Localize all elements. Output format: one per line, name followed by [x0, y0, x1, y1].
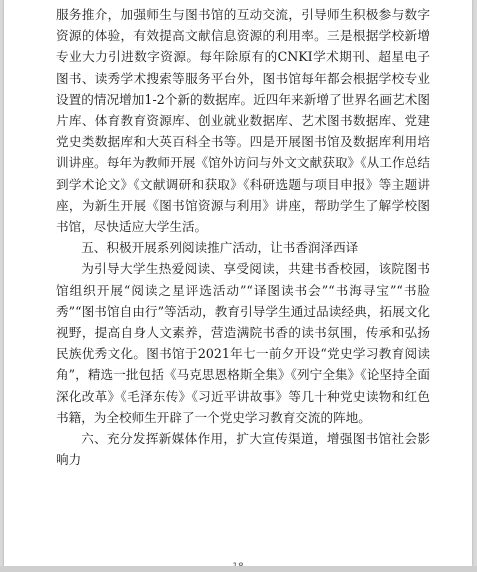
paragraph-services: 服务推介，加强师生与图书馆的互动交流，引导师生积极参与数字资源的体验，有效提高文献信息资源的利用率。三是根据学校新增专业大力引进数字资源。每年除原有的CNKI学术期刊、超星电子图书、读秀学术搜索等服务平台外，图书馆每年都会根据学校专业设置的情况增加1-2个新的数据库。近四年来新增了世界名画艺术图片库、体育教育资源库、创业就业数据库、艺术图书数据库、党建党史类数据库和大英百科全书等。四是开展图书馆及数据库利用培训讲座。每年为教师开展《馆外访问与外文文献获取》《从工作总结到学术论文》《文献调研和获取》《科研选题与项目申报》等主题讲座，为新生开展《图书馆资源与利用》讲座，帮助学生了解学校图书馆，尽快适应大学生活。 [56, 7, 430, 235]
viewer-background [0, 566, 477, 572]
page-content [56, 4, 430, 470]
paragraph-reading-activities: 为引导大学生热爱阅读、享受阅读，共建书香校园，该院图书馆组织开展“阅读之星评选活动”“译图读书会”“书海寻宝”“书脸秀”“图书馆自由行”等活动，教育引导学生通过品读经典，拓展文化视野，提高自身人文素养，营造满院书香的读书氛围，传承和弘扬民族优秀文化。图书馆于2021年七一前夕开设“党史学习教育阅读角”，精选一批包括《马克思恩格斯全集》《列宁全集》《论坚持全面深化改革》《毛泽东传》《习近平讲故事》等几十种党史读物和红色书籍，为全校师生开辟了一个党史学习教育交流的阵地。 [56, 261, 430, 425]
section-heading-reading-promotion: 五、积极开展系列阅读推广活动，让书香润泽西译 [81, 240, 359, 256]
section-heading-new-media: 六、充分发挥新媒体作用，扩大宣传渠道，增强图书馆社会影响力 [56, 431, 430, 468]
document-page [4, 0, 472, 566]
